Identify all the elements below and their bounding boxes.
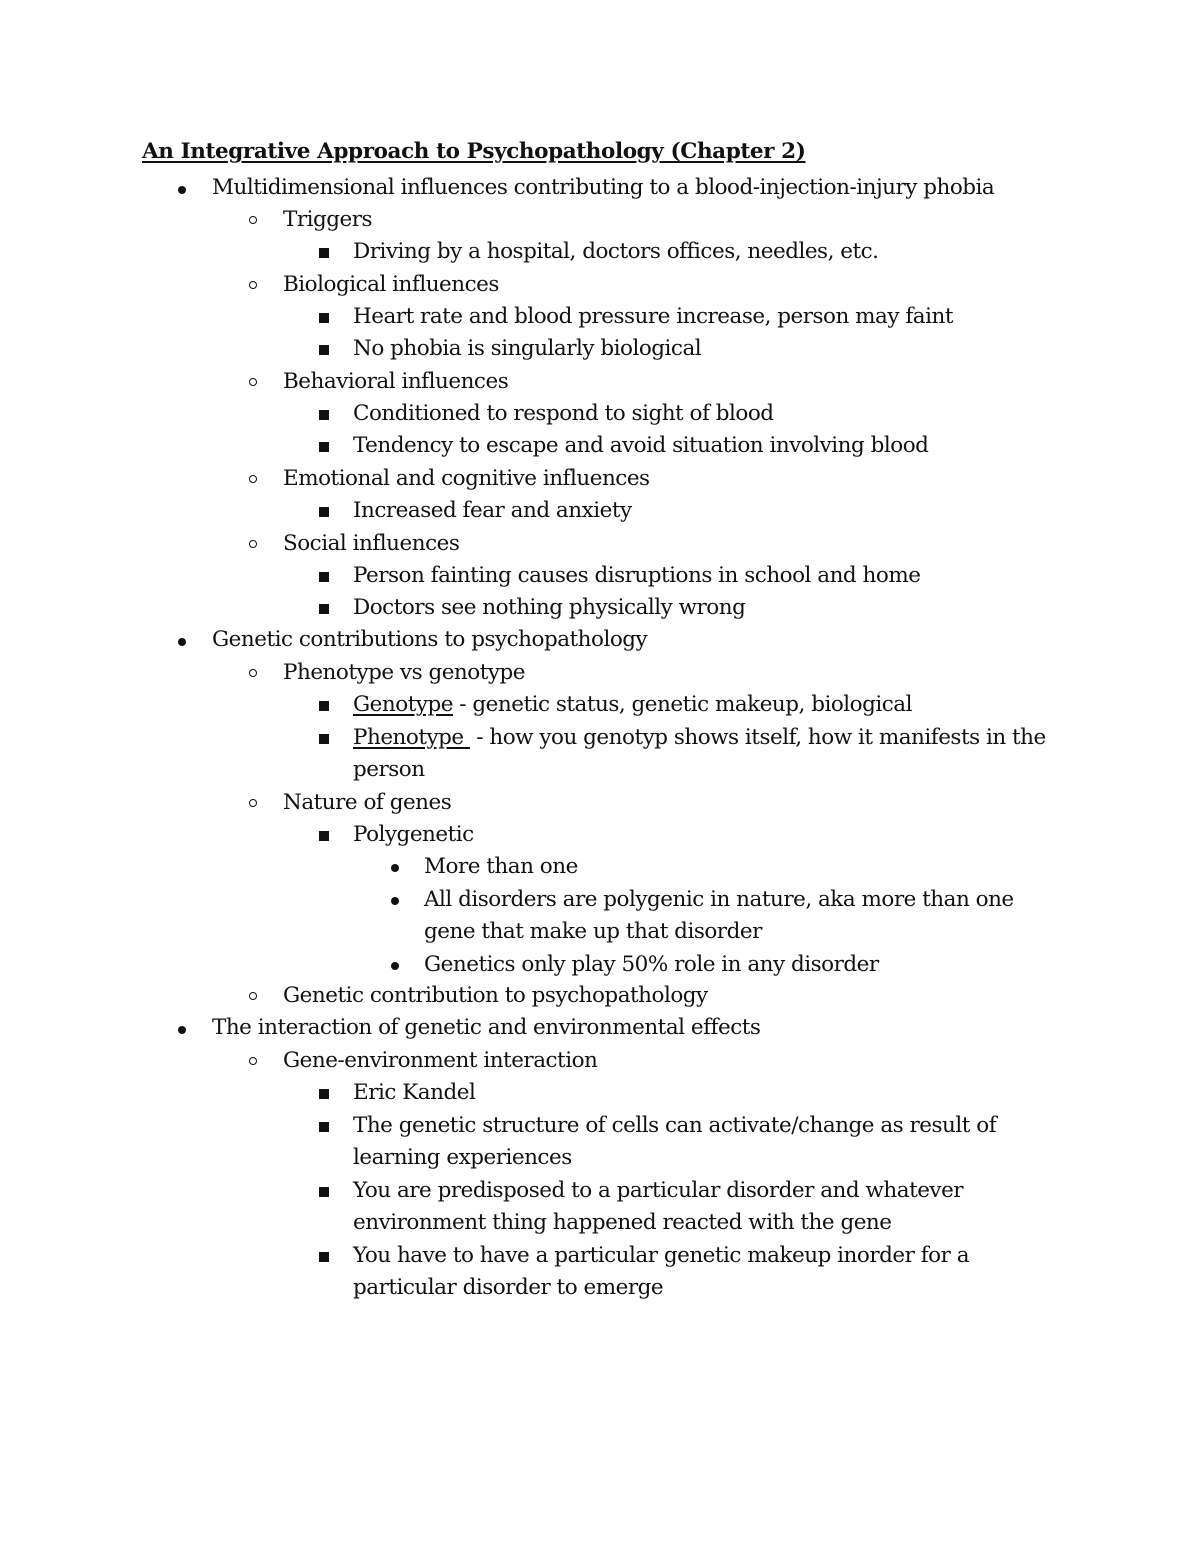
- outline-item: You have to have a particular genetic makeup inorder for a: [353, 1243, 970, 1268]
- circle-bullet-icon: [249, 216, 257, 224]
- outline-item: Genetic contributions to psychopathology: [212, 627, 648, 652]
- circle-bullet-icon: [249, 669, 257, 677]
- outline-item: Biological influences: [283, 272, 499, 297]
- circle-bullet-icon: [249, 540, 257, 548]
- square-bullet-icon: [319, 1089, 329, 1099]
- outline-item-continuation: person: [353, 757, 425, 782]
- circle-bullet-icon: [249, 1057, 257, 1065]
- outline-item: Eric Kandel: [353, 1080, 476, 1105]
- square-bullet-icon: [319, 1122, 329, 1132]
- square-bullet-icon: [319, 410, 329, 420]
- square-bullet-icon: [319, 734, 329, 744]
- outline-item: [353, 689, 912, 721]
- outline-item: Heart rate and blood pressure increase, person may faint: [353, 304, 953, 329]
- outline-item: All disorders are polygenic in nature, aka more than one: [424, 887, 1014, 912]
- disc-bullet-icon: [178, 1026, 186, 1034]
- circle-bullet-icon: [249, 992, 257, 1000]
- outline-item: Triggers: [283, 207, 373, 232]
- definition-text: - how you genotyp shows itself, how it manifests in the: [469, 725, 1046, 750]
- disc-bullet-icon: [391, 897, 399, 905]
- outline-item: More than one: [424, 854, 578, 879]
- outline-item: Increased fear and anxiety: [353, 498, 632, 523]
- square-bullet-icon: [319, 507, 329, 517]
- outline-item: Person fainting causes disruptions in school and home: [353, 563, 921, 588]
- outline-item: Multidimensional influences contributing to a blood-injection-injury phobia: [212, 175, 995, 200]
- circle-bullet-icon: [249, 475, 257, 483]
- outline-item: Genetic contribution to psychopathology: [283, 983, 708, 1008]
- outline-item: No phobia is singularly biological: [353, 336, 702, 361]
- definition-text: - genetic status, genetic makeup, biological: [452, 692, 912, 717]
- square-bullet-icon: [319, 604, 329, 614]
- outline-item: Polygenetic: [353, 822, 474, 847]
- outline-item-continuation: gene that make up that disorder: [424, 919, 762, 944]
- outline-item: Nature of genes: [283, 790, 452, 815]
- page-title: An Integrative Approach to Psychopathology (Chapter 2): [142, 139, 806, 164]
- square-bullet-icon: [319, 313, 329, 323]
- square-bullet-icon: [319, 1187, 329, 1197]
- outline-item: Social influences: [283, 531, 460, 556]
- square-bullet-icon: [319, 572, 329, 582]
- outline-item: [353, 722, 1046, 754]
- term-phenotype: Phenotype: [353, 725, 470, 750]
- outline-item-continuation: learning experiences: [353, 1145, 572, 1170]
- outline-item: Tendency to escape and avoid situation involving blood: [353, 433, 929, 458]
- outline-item: Behavioral influences: [283, 369, 509, 394]
- outline-item: Phenotype vs genotype: [283, 660, 525, 685]
- outline-item: You are predisposed to a particular disorder and whatever: [353, 1178, 964, 1203]
- outline-item: The interaction of genetic and environmental effects: [212, 1015, 761, 1040]
- disc-bullet-icon: [391, 962, 399, 970]
- outline-item: Genetics only play 50% role in any disorder: [424, 952, 879, 977]
- outline-item: The genetic structure of cells can activate/change as result of: [353, 1113, 997, 1138]
- square-bullet-icon: [319, 442, 329, 452]
- circle-bullet-icon: [249, 799, 257, 807]
- outline-item: Gene-environment interaction: [283, 1048, 598, 1073]
- square-bullet-icon: [319, 831, 329, 841]
- square-bullet-icon: [319, 701, 329, 711]
- outline-item-continuation: environment thing happened reacted with the gene: [353, 1210, 892, 1235]
- outline-item: Driving by a hospital, doctors offices, needles, etc.: [353, 239, 879, 264]
- circle-bullet-icon: [249, 378, 257, 386]
- disc-bullet-icon: [391, 864, 399, 872]
- square-bullet-icon: [319, 345, 329, 355]
- outline-item: Doctors see nothing physically wrong: [353, 595, 746, 620]
- disc-bullet-icon: [178, 638, 186, 646]
- square-bullet-icon: [319, 1252, 329, 1262]
- outline-item: Conditioned to respond to sight of blood: [353, 401, 774, 426]
- outline-item-continuation: particular disorder to emerge: [353, 1275, 664, 1300]
- term-genotype: Genotype: [353, 692, 453, 717]
- disc-bullet-icon: [178, 186, 186, 194]
- circle-bullet-icon: [249, 281, 257, 289]
- outline-item: Emotional and cognitive influences: [283, 466, 650, 491]
- square-bullet-icon: [319, 248, 329, 258]
